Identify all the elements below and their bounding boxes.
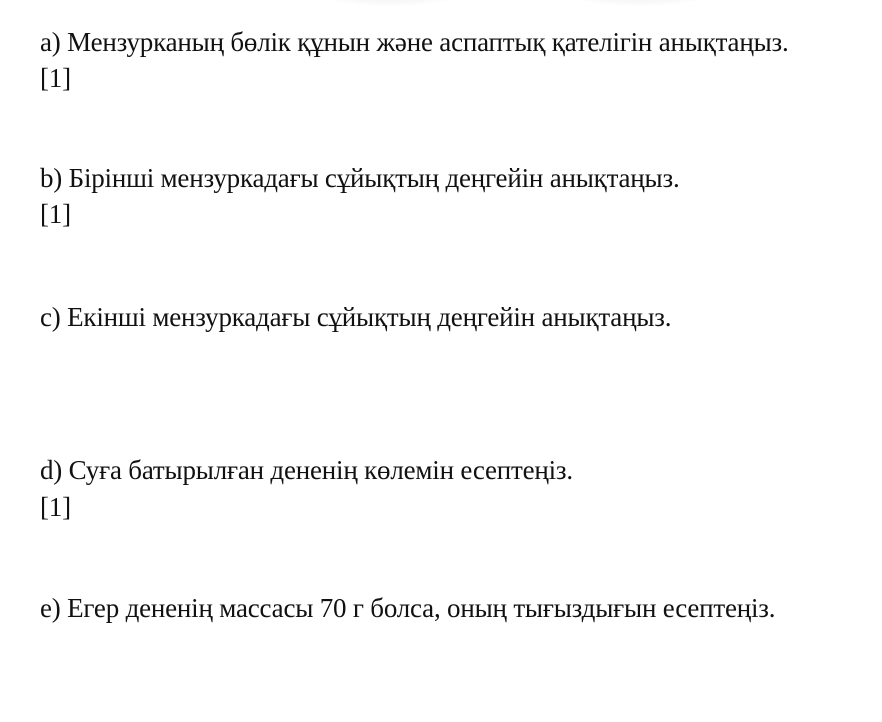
question-d-text: d) Суға батырылған дененің көлемін есептеңіз. xyxy=(40,455,573,485)
question-b-text: b) Бірінші мензуркадағы сұйықтың деңгейін анықтаңыз. xyxy=(40,163,680,193)
question-a-marks: [1] xyxy=(40,63,71,93)
question-a-text: a) Мензурканың бөлік құнын және аспаптық қателігін анықтаңыз. xyxy=(40,27,789,57)
scan-shadow-right xyxy=(560,0,720,6)
question-d-marks: [1] xyxy=(40,492,71,522)
scan-shadow-left xyxy=(310,0,470,6)
question-c-text: c) Екінші мензуркадағы сұйықтың деңгейін анықтаңыз. xyxy=(40,302,672,332)
question-e-text: e) Егер дененің массасы 70 г болса, оның тығыздығын есептеңіз. xyxy=(40,593,776,623)
question-b-marks: [1] xyxy=(40,199,71,229)
